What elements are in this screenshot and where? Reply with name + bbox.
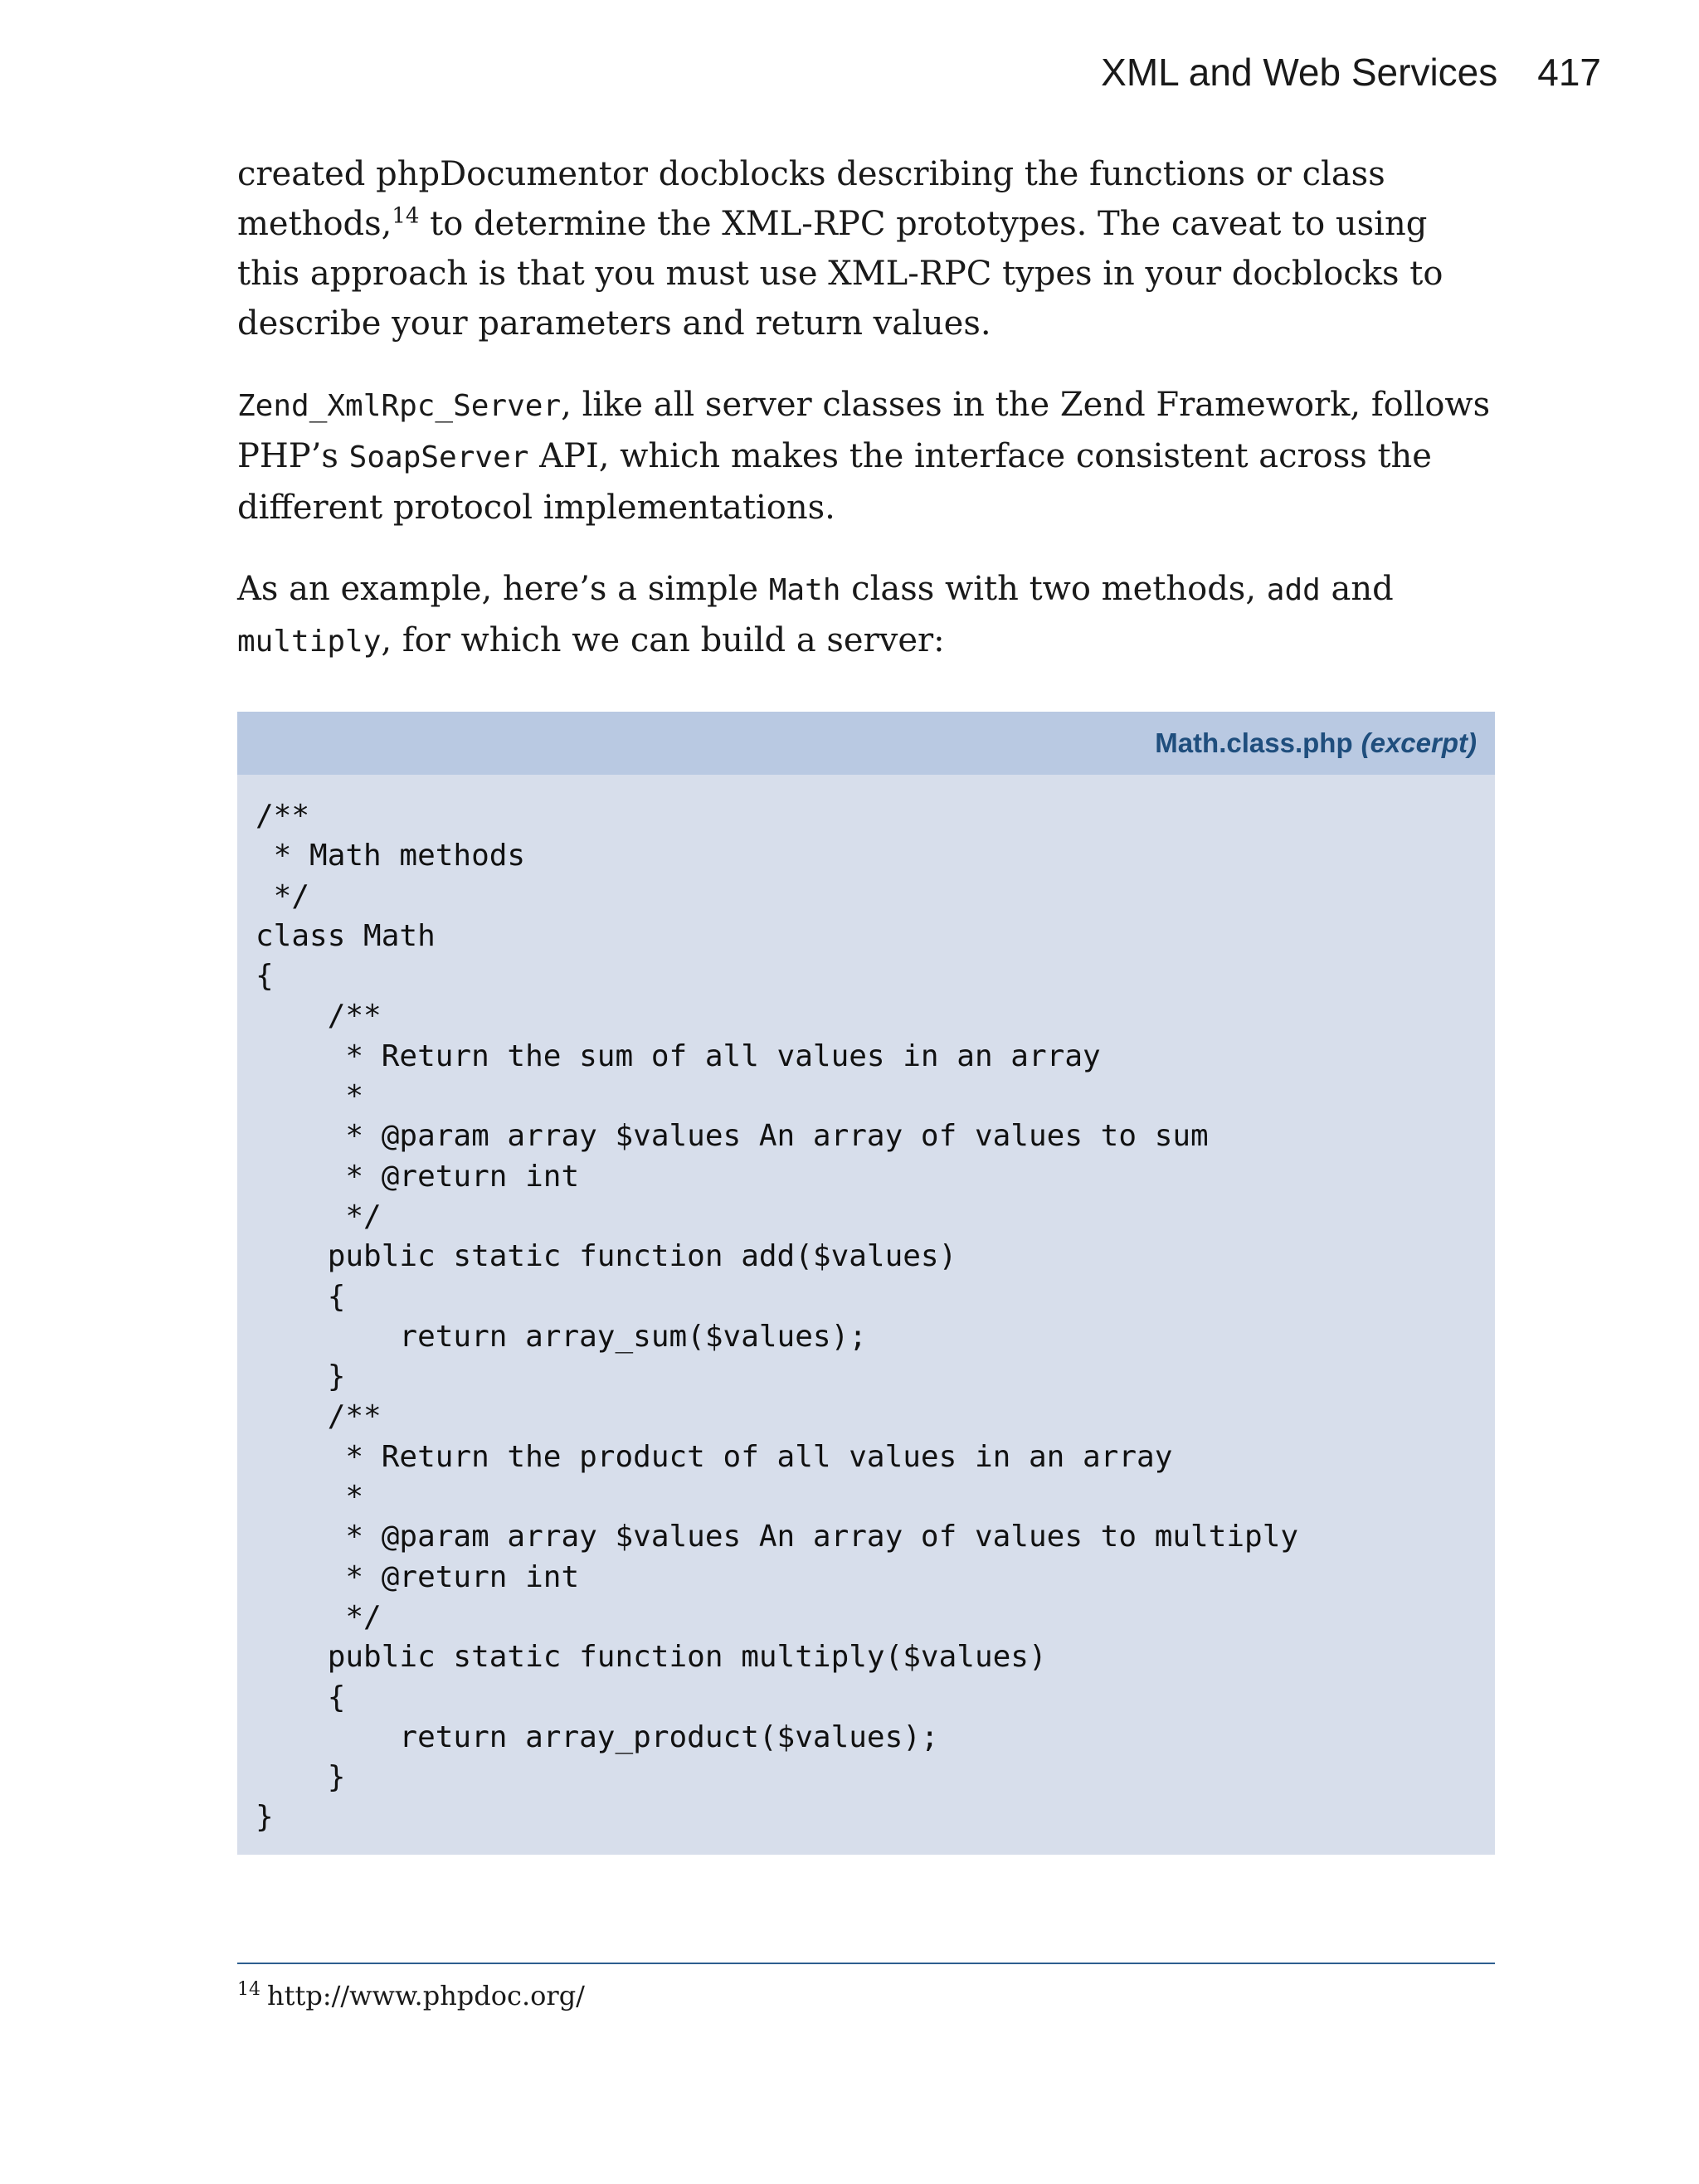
- paragraph-3: [237, 564, 1495, 667]
- paragraph-1-text-after-ref: to determine the XML-RPC prototypes. The caveat to using this approach is that you must use XML-RPC types in your docblocks to describe your parameters and return values.: [237, 205, 1443, 343]
- footnote-number: 14: [237, 1979, 260, 2001]
- code-line: */: [256, 878, 310, 913]
- code-line: }: [256, 1800, 274, 1835]
- code-line: * @return int: [256, 1159, 580, 1194]
- code-line: class Math: [256, 918, 436, 953]
- inline-code-zend-xmlrpc-server: Zend_XmlRpc_Server: [237, 389, 562, 423]
- code-line: */: [256, 1599, 382, 1634]
- footnote: [237, 1977, 585, 2014]
- code-line: return array_sum($values);: [256, 1319, 867, 1354]
- paragraph-3-text-3: and: [1320, 570, 1394, 608]
- code-line: /**: [256, 999, 382, 1034]
- code-line: *: [256, 1079, 364, 1114]
- code-line: *: [256, 1480, 364, 1515]
- code-line: public static function multiply($values): [256, 1640, 1047, 1675]
- paragraph-3-text-1: As an example, here’s a simple: [237, 570, 769, 608]
- code-line: * Return the sum of all values in an array: [256, 1038, 1101, 1073]
- paragraph-2: [237, 380, 1495, 533]
- inline-code-soapserver: SoapServer: [348, 440, 529, 474]
- running-header: [1101, 50, 1601, 95]
- paragraph-3-text-2: class with two methods,: [840, 570, 1267, 608]
- footnote-link[interactable]: http://www.phpdoc.org/: [267, 1980, 585, 2011]
- body-text: [237, 149, 1495, 698]
- code-line: }: [256, 1760, 346, 1795]
- code-line: {: [256, 1279, 346, 1314]
- code-listing: [237, 712, 1495, 1855]
- code-line: * Return the product of all values in an array: [256, 1439, 1173, 1474]
- code-line: public static function add($values): [256, 1239, 957, 1274]
- code-listing-suffix: (excerpt): [1361, 727, 1477, 758]
- code-line: * @param array $values An array of values to sum: [256, 1119, 1209, 1154]
- code-line: * @return int: [256, 1559, 580, 1594]
- paragraph-1: [237, 149, 1495, 348]
- code-line: /**: [256, 1399, 382, 1434]
- code-block: [237, 775, 1495, 1838]
- inline-code-multiply: multiply: [237, 625, 382, 659]
- code-line: * @param array $values An array of values to multiply: [256, 1520, 1299, 1554]
- code-line: }: [256, 1360, 346, 1394]
- footnote-divider: [237, 1963, 1495, 1964]
- code-line: {: [256, 959, 274, 994]
- code-line: */: [256, 1199, 382, 1233]
- code-listing-title-bar: [237, 712, 1495, 775]
- paragraph-1-text-before-ref: created phpDocumentor docblocks describing the functions or class methods,: [237, 155, 1385, 243]
- code-listing-filename: Math.class.php: [1155, 727, 1353, 758]
- code-line: /**: [256, 799, 310, 833]
- code-line: * Math methods: [256, 839, 526, 873]
- code-line: {: [256, 1680, 346, 1715]
- inline-code-math: Math: [768, 573, 841, 607]
- page-number: 417: [1537, 51, 1601, 94]
- paragraph-2-text-2: API, which makes the interface consistent across the different protocol implementations.: [237, 437, 1432, 527]
- section-title: XML and Web Services: [1101, 51, 1498, 94]
- inline-code-add: add: [1266, 573, 1321, 607]
- footnote-reference[interactable]: 14: [392, 203, 420, 229]
- paragraph-2-text-1: , like all server classes in the Zend Framework, follows PHP’s: [237, 386, 1491, 475]
- paragraph-3-text-4: , for which we can build a server:: [381, 621, 945, 659]
- code-line: return array_product($values);: [256, 1719, 939, 1754]
